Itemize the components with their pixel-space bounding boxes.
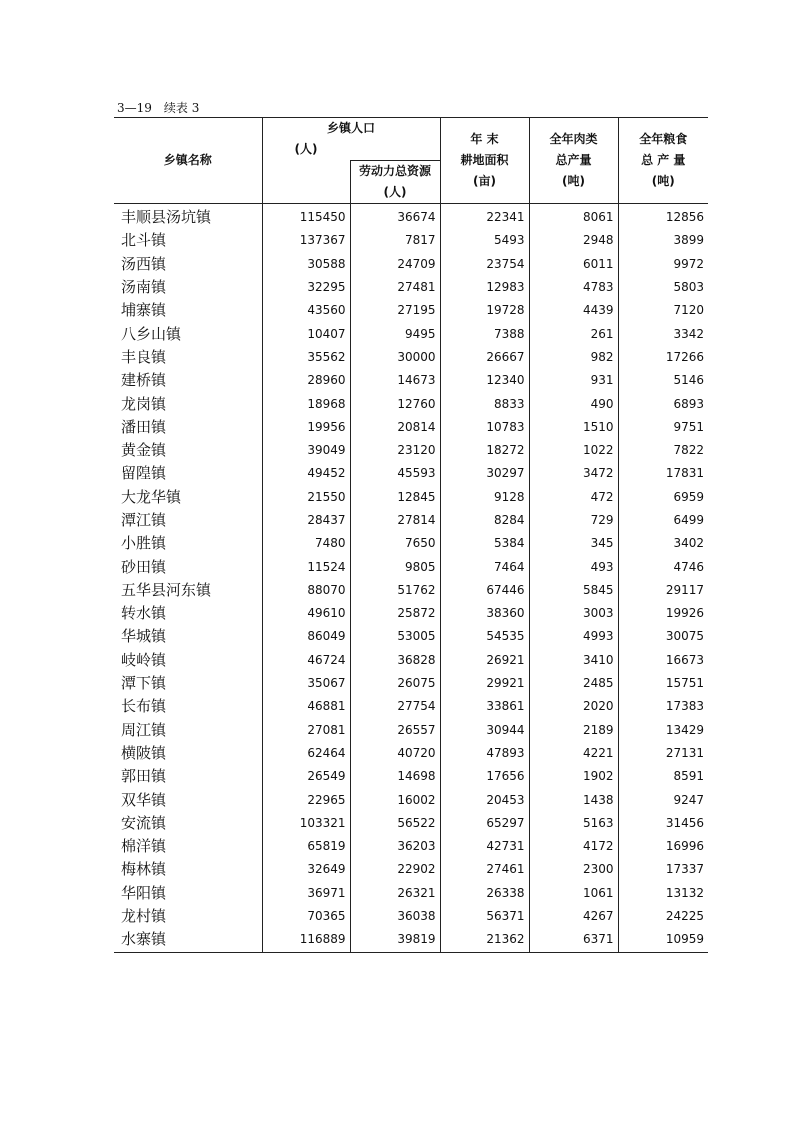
labor-cell: 36828: [350, 649, 440, 672]
header-town-name: 乡镇名称: [114, 118, 262, 204]
labor-cell: 27814: [350, 509, 440, 532]
town-name-cell: 砂田镇: [121, 557, 167, 576]
labor-cell: 36674: [350, 204, 440, 230]
grain-cell: 6893: [618, 392, 708, 415]
population-cell: 7480: [262, 532, 350, 555]
table-row: [114, 625, 708, 648]
meat-cell: 2189: [529, 719, 618, 742]
meat-cell: 4172: [529, 835, 618, 858]
header-labor: 劳动力总资源 (人): [350, 161, 440, 204]
grain-cell: 13132: [618, 882, 708, 905]
grain-cell: 10959: [618, 928, 708, 952]
population-cell: 115450: [262, 204, 350, 230]
farmland-cell: 10783: [440, 416, 529, 439]
town-name-cell: 棉洋镇: [121, 837, 167, 856]
meat-cell: 4783: [529, 276, 618, 299]
table-row: [114, 928, 708, 952]
labor-cell: 51762: [350, 579, 440, 602]
labor-cell: 25872: [350, 602, 440, 625]
population-cell: 137367: [262, 229, 350, 252]
table-caption: [117, 99, 199, 116]
labor-cell: 7817: [350, 229, 440, 252]
farmland-cell: 26338: [440, 882, 529, 905]
town-name-cell: 北斗镇: [121, 231, 167, 250]
meat-cell: 2020: [529, 695, 618, 718]
farmland-cell: 30297: [440, 462, 529, 485]
town-name-cell: 潭下镇: [121, 674, 167, 693]
grain-cell: 5146: [618, 369, 708, 392]
town-name-cell: 水寨镇: [114, 928, 262, 952]
grain-cell: 3899: [618, 229, 708, 252]
table-row: [114, 649, 708, 672]
farmland-cell: 5493: [440, 229, 529, 252]
town-name-cell: 转水镇: [121, 604, 167, 623]
table-row: [114, 439, 708, 462]
grain-cell: 13429: [618, 719, 708, 742]
population-cell: 18968: [262, 392, 350, 415]
table-row: [114, 765, 708, 788]
table-row: [114, 204, 708, 230]
labor-cell: 9805: [350, 555, 440, 578]
labor-cell: 36203: [350, 835, 440, 858]
meat-cell: 1438: [529, 788, 618, 811]
labor-cell: 14698: [350, 765, 440, 788]
grain-cell: 27131: [618, 742, 708, 765]
table-row: [114, 602, 708, 625]
town-name-cell: 丰良镇: [121, 347, 167, 366]
population-cell: 86049: [262, 625, 350, 648]
meat-cell: 982: [529, 346, 618, 369]
labor-cell: 20814: [350, 416, 440, 439]
town-name-cell: 丰顺县汤坑镇: [121, 208, 212, 227]
labor-cell: 12845: [350, 486, 440, 509]
town-statistics-table: [114, 117, 708, 953]
farmland-cell: 5384: [440, 532, 529, 555]
town-name-cell: 潘田镇: [121, 417, 167, 436]
town-name-cell: 埔寨镇: [121, 301, 167, 320]
meat-cell: 4993: [529, 625, 618, 648]
meat-cell: 3003: [529, 602, 618, 625]
meat-cell: 493: [529, 555, 618, 578]
meat-cell: 4439: [529, 299, 618, 322]
labor-cell: 56522: [350, 812, 440, 835]
town-name-cell: 长布镇: [121, 697, 167, 716]
labor-cell: 24709: [350, 253, 440, 276]
header-population: 乡镇人口 (人): [262, 118, 440, 161]
population-cell: 35067: [262, 672, 350, 695]
header-farmland: 年 末 耕地面积 (亩): [440, 118, 529, 204]
grain-cell: 9751: [618, 416, 708, 439]
grain-cell: 16673: [618, 649, 708, 672]
grain-cell: 29117: [618, 579, 708, 602]
meat-cell: 6371: [529, 928, 618, 952]
farmland-cell: 54535: [440, 625, 529, 648]
population-cell: 49610: [262, 602, 350, 625]
farmland-cell: 56371: [440, 905, 529, 928]
population-cell: 88070: [262, 579, 350, 602]
labor-cell: 53005: [350, 625, 440, 648]
meat-cell: 2485: [529, 672, 618, 695]
table-body: [114, 204, 708, 953]
table-row: [114, 276, 708, 299]
grain-cell: 7120: [618, 299, 708, 322]
population-cell: 28960: [262, 369, 350, 392]
population-cell: 11524: [262, 555, 350, 578]
grain-cell: 17831: [618, 462, 708, 485]
farmland-cell: 12340: [440, 369, 529, 392]
labor-cell: 26321: [350, 882, 440, 905]
population-cell: 46881: [262, 695, 350, 718]
grain-cell: 12856: [618, 204, 708, 230]
farmland-cell: 38360: [440, 602, 529, 625]
grain-cell: 17266: [618, 346, 708, 369]
town-name-cell: 大龙华镇: [121, 487, 182, 506]
table-row: [114, 905, 708, 928]
population-cell: 21550: [262, 486, 350, 509]
table-row: [114, 299, 708, 322]
table-row: [114, 695, 708, 718]
meat-cell: 472: [529, 486, 618, 509]
table-row: [114, 555, 708, 578]
town-name-cell: 建桥镇: [121, 371, 167, 390]
farmland-cell: 7388: [440, 322, 529, 345]
meat-cell: 5845: [529, 579, 618, 602]
grain-cell: 8591: [618, 765, 708, 788]
town-name-cell: 华城镇: [121, 627, 167, 646]
table-row: [114, 882, 708, 905]
grain-cell: 30075: [618, 625, 708, 648]
meat-cell: 1061: [529, 882, 618, 905]
meat-cell: 2948: [529, 229, 618, 252]
labor-cell: 30000: [350, 346, 440, 369]
table-row: [114, 719, 708, 742]
population-cell: 32295: [262, 276, 350, 299]
grain-cell: 9972: [618, 253, 708, 276]
labor-cell: 27195: [350, 299, 440, 322]
town-name-cell: 留隍镇: [121, 464, 167, 483]
table-row: [114, 835, 708, 858]
table-row: [114, 346, 708, 369]
farmland-cell: 7464: [440, 555, 529, 578]
population-cell: 30588: [262, 253, 350, 276]
meat-cell: 261: [529, 322, 618, 345]
labor-cell: 27481: [350, 276, 440, 299]
town-name-cell: 岐岭镇: [121, 650, 167, 669]
labor-cell: 23120: [350, 439, 440, 462]
population-cell: 49452: [262, 462, 350, 485]
meat-cell: 6011: [529, 253, 618, 276]
grain-cell: 31456: [618, 812, 708, 835]
table-number: 3—19: [117, 101, 152, 115]
grain-cell: 6499: [618, 509, 708, 532]
farmland-cell: 21362: [440, 928, 529, 952]
meat-cell: 729: [529, 509, 618, 532]
labor-cell: 9495: [350, 322, 440, 345]
population-cell: 36971: [262, 882, 350, 905]
table-row: [114, 462, 708, 485]
farmland-cell: 47893: [440, 742, 529, 765]
table-row: [114, 229, 708, 252]
labor-cell: 14673: [350, 369, 440, 392]
population-cell: 116889: [262, 928, 350, 952]
population-cell: 65819: [262, 835, 350, 858]
farmland-cell: 23754: [440, 253, 529, 276]
population-cell: 19956: [262, 416, 350, 439]
farmland-cell: 26921: [440, 649, 529, 672]
labor-cell: 27754: [350, 695, 440, 718]
population-cell: 22965: [262, 788, 350, 811]
farmland-cell: 18272: [440, 439, 529, 462]
labor-cell: 26557: [350, 719, 440, 742]
town-name-cell: 安流镇: [121, 813, 167, 832]
town-name-cell: 横陂镇: [121, 743, 167, 762]
farmland-cell: 8284: [440, 509, 529, 532]
farmland-cell: 8833: [440, 392, 529, 415]
farmland-cell: 67446: [440, 579, 529, 602]
meat-cell: 345: [529, 532, 618, 555]
meat-cell: 1902: [529, 765, 618, 788]
header-grain-output: 全年粮食 总 产 量 (吨): [618, 118, 708, 204]
labor-cell: 45593: [350, 462, 440, 485]
grain-cell: 19926: [618, 602, 708, 625]
labor-cell: 16002: [350, 788, 440, 811]
header-meat-output: 全年肉类 总产量 (吨): [529, 118, 618, 204]
population-cell: 27081: [262, 719, 350, 742]
grain-cell: 9247: [618, 788, 708, 811]
table-label: 续表 3: [163, 101, 200, 115]
population-cell: 26549: [262, 765, 350, 788]
meat-cell: 1022: [529, 439, 618, 462]
population-cell: 103321: [262, 812, 350, 835]
table-row: [114, 486, 708, 509]
table-header: [114, 118, 708, 204]
town-name-cell: 汤西镇: [121, 254, 167, 273]
grain-cell: 5803: [618, 276, 708, 299]
population-cell: 35562: [262, 346, 350, 369]
grain-cell: 3402: [618, 532, 708, 555]
town-name-cell: 小胜镇: [121, 534, 167, 553]
table-row: [114, 579, 708, 602]
grain-cell: 15751: [618, 672, 708, 695]
meat-cell: 4221: [529, 742, 618, 765]
farmland-cell: 65297: [440, 812, 529, 835]
table-row: [114, 322, 708, 345]
table-row: [114, 509, 708, 532]
labor-cell: 26075: [350, 672, 440, 695]
header-population-unit-cell: [262, 161, 350, 204]
farmland-cell: 12983: [440, 276, 529, 299]
farmland-cell: 33861: [440, 695, 529, 718]
labor-cell: 39819: [350, 928, 440, 952]
population-cell: 46724: [262, 649, 350, 672]
table-row: [114, 742, 708, 765]
town-name-cell: 周江镇: [121, 720, 167, 739]
table-row: [114, 532, 708, 555]
grain-cell: 17337: [618, 858, 708, 881]
farmland-cell: 30944: [440, 719, 529, 742]
meat-cell: 3410: [529, 649, 618, 672]
grain-cell: 17383: [618, 695, 708, 718]
farmland-cell: 27461: [440, 858, 529, 881]
farmland-cell: 20453: [440, 788, 529, 811]
meat-cell: 4267: [529, 905, 618, 928]
population-cell: 32649: [262, 858, 350, 881]
meat-cell: 490: [529, 392, 618, 415]
farmland-cell: 17656: [440, 765, 529, 788]
town-name-cell: 八乡山镇: [121, 324, 182, 343]
table-row: [114, 253, 708, 276]
farmland-cell: 19728: [440, 299, 529, 322]
grain-cell: 4746: [618, 555, 708, 578]
table-row: [114, 416, 708, 439]
meat-cell: 2300: [529, 858, 618, 881]
town-name-cell: 华阳镇: [121, 883, 167, 902]
meat-cell: 8061: [529, 204, 618, 230]
table-row: [114, 858, 708, 881]
table-row: [114, 672, 708, 695]
table-row: [114, 392, 708, 415]
town-name-cell: 汤南镇: [121, 278, 167, 297]
farmland-cell: 26667: [440, 346, 529, 369]
grain-cell: 16996: [618, 835, 708, 858]
town-name-cell: 潭江镇: [121, 511, 167, 529]
meat-cell: 931: [529, 369, 618, 392]
town-name-cell: 双华镇: [121, 790, 167, 809]
town-name-cell: 龙岗镇: [121, 394, 167, 413]
labor-cell: 40720: [350, 742, 440, 765]
labor-cell: 22902: [350, 858, 440, 881]
population-cell: 70365: [262, 905, 350, 928]
town-name-cell: 龙村镇: [121, 907, 167, 926]
table-row: [114, 788, 708, 811]
town-name-cell: 五华县河东镇: [121, 580, 212, 599]
grain-cell: 7822: [618, 439, 708, 462]
farmland-cell: 22341: [440, 204, 529, 230]
labor-cell: 7650: [350, 532, 440, 555]
population-cell: 62464: [262, 742, 350, 765]
meat-cell: 5163: [529, 812, 618, 835]
population-cell: 39049: [262, 439, 350, 462]
table-row: [114, 812, 708, 835]
grain-cell: 6959: [618, 486, 708, 509]
farmland-cell: 29921: [440, 672, 529, 695]
town-name-cell: 郭田镇: [121, 767, 167, 786]
table-row: [114, 369, 708, 392]
population-cell: 28437: [262, 509, 350, 532]
meat-cell: 1510: [529, 416, 618, 439]
population-cell: 10407: [262, 322, 350, 345]
grain-cell: 3342: [618, 322, 708, 345]
farmland-cell: 9128: [440, 486, 529, 509]
labor-cell: 36038: [350, 905, 440, 928]
town-name-cell: 梅林镇: [121, 860, 167, 879]
labor-cell: 12760: [350, 392, 440, 415]
town-name-cell: 黄金镇: [121, 441, 167, 460]
meat-cell: 3472: [529, 462, 618, 485]
grain-cell: 24225: [618, 905, 708, 928]
population-cell: 43560: [262, 299, 350, 322]
farmland-cell: 42731: [440, 835, 529, 858]
